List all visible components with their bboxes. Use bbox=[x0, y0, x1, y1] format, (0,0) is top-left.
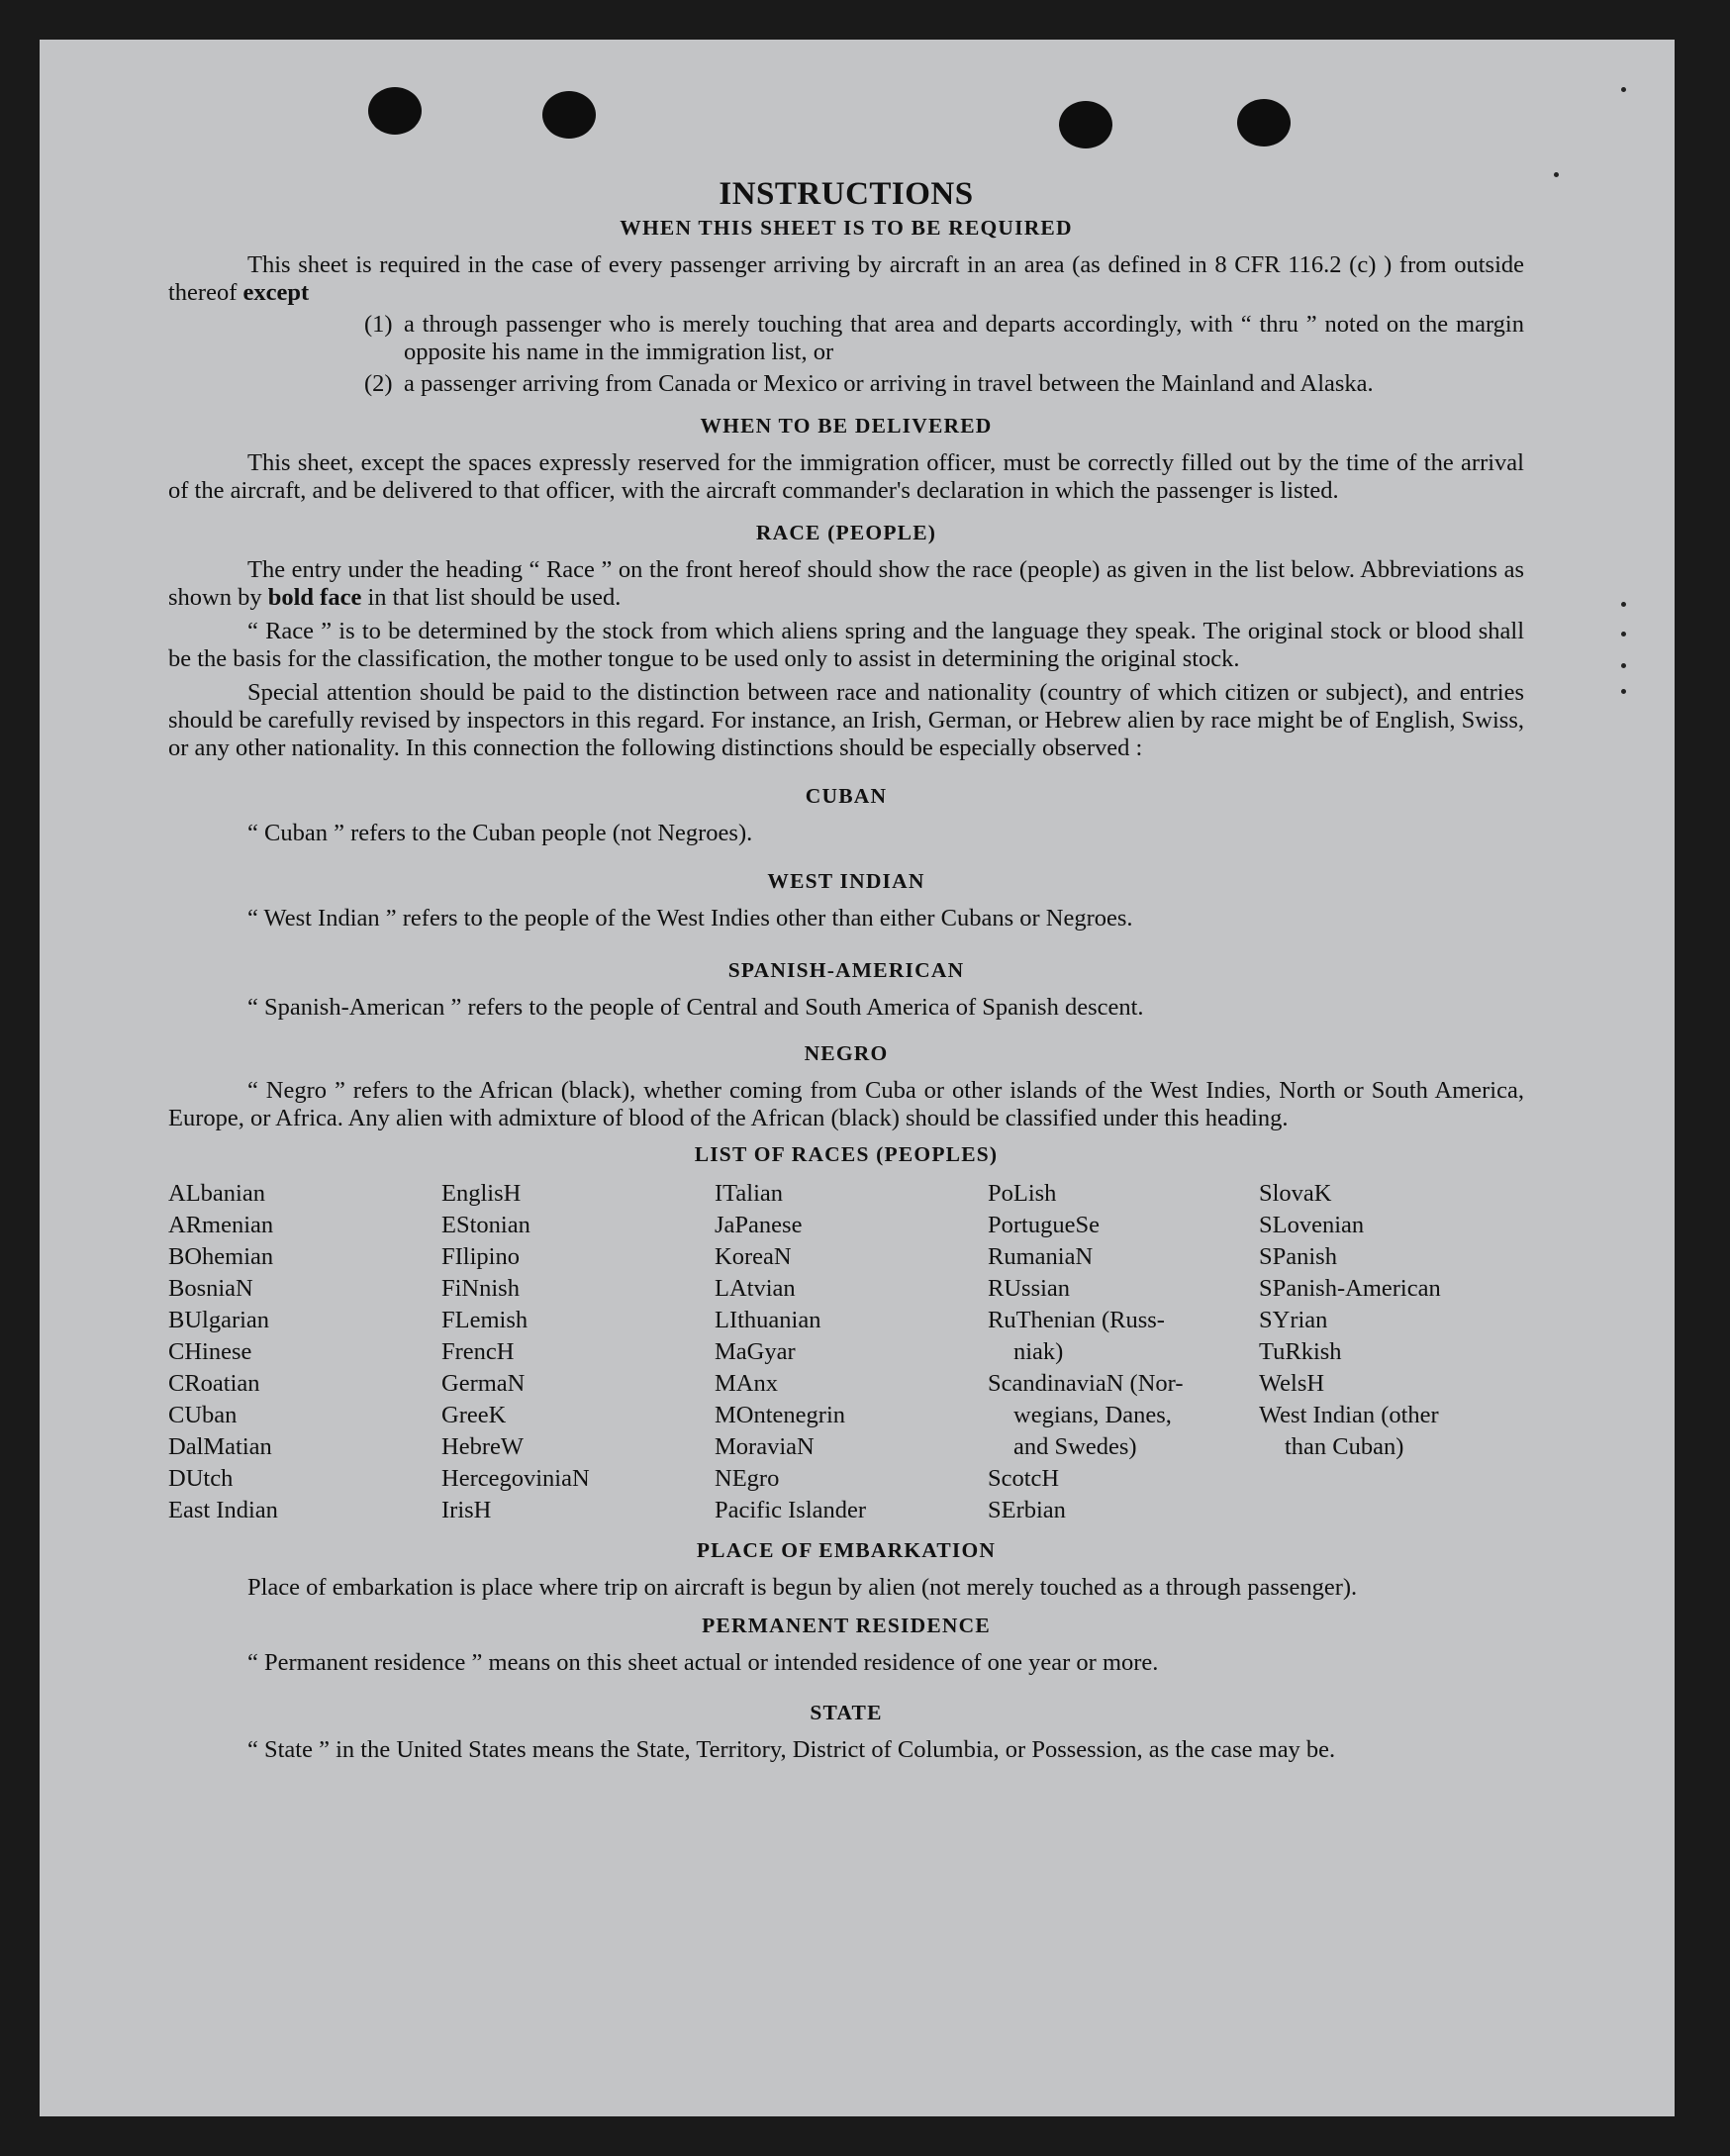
speck bbox=[1621, 689, 1626, 694]
race-item: JaPanese bbox=[715, 1212, 803, 1238]
race-item: KoreaN bbox=[715, 1243, 792, 1270]
race-item: SlovaK bbox=[1259, 1180, 1332, 1207]
race-item: RumaniaN bbox=[988, 1243, 1094, 1270]
race-item: WelsH bbox=[1259, 1370, 1325, 1397]
section-heading: RACE (PEOPLE) bbox=[755, 521, 937, 544]
section-heading: SPANISH-AMERICAN bbox=[727, 958, 965, 982]
race-item: BosniaN bbox=[168, 1275, 253, 1302]
race-item: IrisH bbox=[441, 1497, 492, 1523]
race-item: SErbian bbox=[988, 1497, 1066, 1523]
race-item: CHinese bbox=[168, 1338, 252, 1365]
race-item: than Cuban) bbox=[1285, 1433, 1404, 1460]
race-item: HebreW bbox=[441, 1433, 524, 1460]
race-item: FLemish bbox=[441, 1307, 529, 1333]
paragraph bbox=[168, 251, 1524, 307]
race-column bbox=[168, 1178, 441, 1526]
item-number: (1) bbox=[364, 311, 393, 338]
section-heading: STATE bbox=[810, 1701, 883, 1724]
race-item: RuThenian (Russ- bbox=[988, 1307, 1165, 1333]
text: in that list should be used. bbox=[361, 584, 622, 611]
race-item: CUban bbox=[168, 1402, 238, 1428]
race-item: GreeK bbox=[441, 1402, 507, 1428]
speck bbox=[1621, 87, 1626, 92]
race-column bbox=[988, 1178, 1259, 1526]
race-item: SPanish-American bbox=[1259, 1275, 1441, 1302]
race-item: HercegoviniaN bbox=[441, 1465, 590, 1492]
race-item: PoLish bbox=[988, 1180, 1057, 1207]
instructions-content bbox=[168, 174, 1524, 1764]
race-item: EStonian bbox=[441, 1212, 530, 1238]
paragraph: “ Cuban ” refers to the Cuban people (not Negroes). bbox=[247, 820, 753, 846]
page-title: INSTRUCTIONS bbox=[719, 176, 974, 212]
paragraph: “ Negro ” refers to the African (black), whether coming from Cuba or other islands of the West Indies, North or South America, Europe, or Africa. Any alien with admixture of blood of the African (black) should be classified under this heading. bbox=[168, 1077, 1524, 1131]
race-item: DUtch bbox=[168, 1465, 234, 1492]
section-heading: PERMANENT RESIDENCE bbox=[702, 1614, 991, 1637]
speck bbox=[1621, 663, 1626, 668]
paragraph: “ Spanish-American ” refers to the people of Central and South America of Spanish descent. bbox=[247, 994, 1144, 1021]
paragraph: This sheet, except the spaces expressly reserved for the immigration officer, must be correctly filled out by the time of the arrival of the aircraft, and be delivered to that officer, with the aircraft commander's declaration in which the passenger is listed. bbox=[168, 449, 1524, 504]
section-heading: LIST OF RACES (PEOPLES) bbox=[694, 1142, 999, 1166]
race-item: BUlgarian bbox=[168, 1307, 270, 1333]
race-item: BOhemian bbox=[168, 1243, 274, 1270]
speck bbox=[1621, 632, 1626, 637]
section-heading: WEST INDIAN bbox=[767, 869, 925, 893]
section-heading: PLACE OF EMBARKATION bbox=[696, 1538, 997, 1562]
race-item: MAnx bbox=[715, 1370, 778, 1397]
race-item: ITalian bbox=[715, 1180, 784, 1207]
paragraph: “ West Indian ” refers to the people of the West Indies other than either Cubans or Negroes. bbox=[247, 905, 1133, 931]
race-item: RUssian bbox=[988, 1275, 1071, 1302]
race-item: SLovenian bbox=[1259, 1212, 1365, 1238]
race-item: GermaN bbox=[441, 1370, 526, 1397]
race-item: Pacific Islander bbox=[715, 1497, 867, 1523]
race-item: CRoatian bbox=[168, 1370, 260, 1397]
paragraph: “ Race ” is to be determined by the stock from which aliens spring and the language they speak. The original stock or blood shall be the basis for the classification, the mother tongue to be used only to assist in determining the original stock. bbox=[168, 618, 1524, 672]
race-item: niak) bbox=[1013, 1338, 1064, 1365]
paragraph: Place of embarkation is place where trip on aircraft is begun by alien (not merely touched as a through passenger). bbox=[247, 1574, 1358, 1601]
text: This sheet is required in the case of every passenger arriving by aircraft in an area (as defined in 8 CFR 116.2 (c) ) from outside thereof bbox=[168, 251, 1524, 306]
bold-text: except bbox=[242, 279, 310, 306]
race-item: PortugueSe bbox=[988, 1212, 1100, 1238]
paragraph bbox=[168, 556, 1524, 612]
race-item: DalMatian bbox=[168, 1433, 272, 1460]
race-item: and Swedes) bbox=[1013, 1433, 1137, 1460]
race-item: ScotcH bbox=[988, 1465, 1060, 1492]
race-item: FIlipino bbox=[441, 1243, 520, 1270]
punch-hole bbox=[542, 91, 596, 139]
race-item: wegians, Danes, bbox=[1013, 1402, 1172, 1428]
race-item: LAtvian bbox=[715, 1275, 796, 1302]
item-text: a passenger arriving from Canada or Mexico or arriving in travel between the Mainland and Alaska. bbox=[404, 370, 1374, 397]
race-item: ARmenian bbox=[168, 1212, 274, 1238]
paragraph: “ State ” in the United States means the State, Territory, District of Columbia, or Possession, as the case may be. bbox=[247, 1736, 1336, 1763]
race-item: ALbanian bbox=[168, 1180, 265, 1207]
item-number: (2) bbox=[364, 370, 393, 397]
item-text: a through passenger who is merely touching that area and departs accordingly, with “ thru ” noted on the margin opposite his name in the immigration list, or bbox=[404, 311, 1524, 365]
paragraph: Special attention should be paid to the distinction between race and nationality (country of which citizen or subject), and entries should be carefully revised by inspectors in this regard. For instance, an Irish, German, or Hebrew alien by race might be of English, Swiss, or any other nationality. In this connection the following distinctions should be especially observed : bbox=[168, 679, 1524, 761]
race-item: FrencH bbox=[441, 1338, 515, 1365]
race-item: FiNnish bbox=[441, 1275, 520, 1302]
section-heading: NEGRO bbox=[804, 1041, 889, 1065]
speck bbox=[1621, 602, 1626, 607]
race-item: MaGyar bbox=[715, 1338, 796, 1365]
race-item: MOntenegrin bbox=[715, 1402, 845, 1428]
list-item bbox=[168, 311, 1524, 366]
race-column bbox=[441, 1178, 715, 1526]
race-item: SPanish bbox=[1259, 1243, 1337, 1270]
race-item: SYrian bbox=[1259, 1307, 1328, 1333]
race-column bbox=[715, 1178, 988, 1526]
race-item: TuRkish bbox=[1259, 1338, 1342, 1365]
section-heading: WHEN TO BE DELIVERED bbox=[700, 414, 993, 438]
race-item: MoraviaN bbox=[715, 1433, 815, 1460]
speck bbox=[1554, 172, 1559, 177]
bold-text: bold face bbox=[267, 584, 362, 611]
race-item: LIthuanian bbox=[715, 1307, 821, 1333]
section-heading: CUBAN bbox=[805, 784, 888, 808]
race-item: East Indian bbox=[168, 1497, 278, 1523]
list-item bbox=[168, 370, 1524, 398]
punch-hole bbox=[1237, 99, 1291, 147]
punch-hole bbox=[368, 87, 422, 135]
race-item: EnglisH bbox=[441, 1180, 522, 1207]
race-column bbox=[1259, 1178, 1524, 1526]
text: The entry under the heading “ Race ” on the front hereof should show the race (people) as given in the list below. Abbreviations as shown by bbox=[168, 556, 1524, 611]
race-item: West Indian (other bbox=[1259, 1402, 1439, 1428]
race-item: NEgro bbox=[715, 1465, 780, 1492]
race-list bbox=[168, 1178, 1524, 1526]
punch-hole bbox=[1059, 101, 1112, 148]
section-heading: WHEN THIS SHEET IS TO BE REQUIRED bbox=[620, 216, 1073, 240]
race-item: ScandinaviaN (Nor- bbox=[988, 1370, 1184, 1397]
paragraph: “ Permanent residence ” means on this sheet actual or intended residence of one year or more. bbox=[247, 1649, 1159, 1676]
